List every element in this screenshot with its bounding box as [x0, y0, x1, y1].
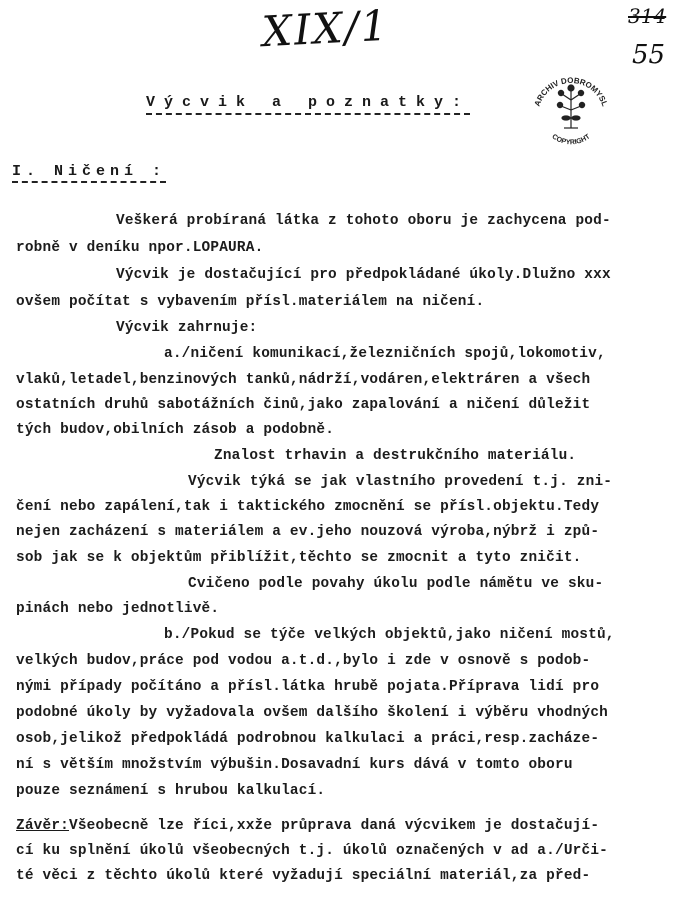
text-line: podobné úkoly by vyžadovala ovšem dalšího školení i výběru vhodných — [16, 705, 608, 721]
text-line: Cvičeno podle povahy úkolu podle námětu ve sku- — [188, 576, 604, 592]
svg-text:COPYRIGHT — [551, 133, 593, 146]
text-line: cí ku splnění úkolů všeobecných t.j. úkolů označených v ad a./Urči- — [16, 843, 608, 859]
stamp-top-text: ARCHIV DOBROMYSL — [532, 75, 610, 108]
handwritten-page-number: 55 — [632, 40, 666, 70]
text-line: b./Pokud se týče velkých objektů,jako ničení mostů, — [164, 627, 615, 643]
text-line: Výcvik týká se jak vlastního provedení t.j. zni- — [188, 474, 613, 490]
text-line: nejen zacházení s materiálem a ev.jeho nouzová výroba,nýbrž i způ- — [16, 524, 600, 540]
text-line: ovšem počítat s vybavením přísl.materiálem na ničení. — [16, 294, 485, 310]
handwritten-archive-number: 314 — [628, 4, 667, 28]
text-line: pouze seznámení s hrubou kalkulací. — [16, 783, 326, 799]
text-line: nými případy počítáno a přísl.látka hrubě pojata.Příprava lidí pro — [16, 679, 600, 695]
text-line: velkých budov,práce pod vodou a.t.d.,bylo i zde v osnově s podob- — [16, 653, 591, 669]
handwritten-reference: XIX/1 — [260, 0, 391, 57]
text-line: té věci z těchto úkolů které vyžadují speciální materiál,za před- — [16, 868, 591, 884]
conclusion-label: Závěr: — [16, 818, 70, 834]
text-line: Veškerá probíraná látka z tohoto oboru je zachycena pod- — [116, 213, 611, 229]
text-line: sob jak se k objektům přiblížit,těchto se zmocnit a tyto zničit. — [16, 550, 582, 566]
conclusion-text: Všeobecně lze říci,xxže průprava daná výcvikem je dostačují- — [69, 818, 600, 834]
conclusion-line — [16, 818, 599, 834]
archive-stamp — [526, 66, 616, 146]
text-line: Znalost trhavin a destrukčního materiálu. — [214, 448, 577, 464]
text-line: Výcvik zahrnuje: — [116, 320, 258, 336]
text-line: ostatních druhů sabotážních činů,jako zapalování a ničení důležit — [16, 397, 591, 413]
text-line: ní s větším množstvím výbušin.Dosavadní kurs dává v tomto oboru — [16, 757, 573, 773]
text-line: osob,jelikož předpokládá podrobnou kalkulaci a práci,resp.zacháze- — [16, 731, 600, 747]
page-title: Výcvik a poznatky: — [146, 94, 470, 115]
text-line: tých budov,obilních zásob a podobně. — [16, 422, 335, 438]
text-line: vlaků,letadel,benzinových tanků,nádrží,vodáren,elektráren a všech — [16, 372, 591, 388]
text-line: a./ničení komunikací,železničních spojů,lokomotiv, — [164, 346, 606, 362]
stamp-bottom-text: COPYRIGHT — [550, 133, 592, 146]
text-line: pinách nebo jednotlivě. — [16, 601, 220, 617]
text-line: robně v deníku npor.LOPAURA. — [16, 240, 264, 256]
text-line: čení nebo zapálení,tak i taktického zmocnění se přísl.objektu.Tedy — [16, 499, 600, 515]
text-line: Výcvik je dostačující pro předpokládané úkoly.Dlužno xxx — [116, 267, 611, 283]
section-heading: I. Ničení : — [12, 163, 166, 183]
plant-emblem-icon — [526, 66, 616, 146]
